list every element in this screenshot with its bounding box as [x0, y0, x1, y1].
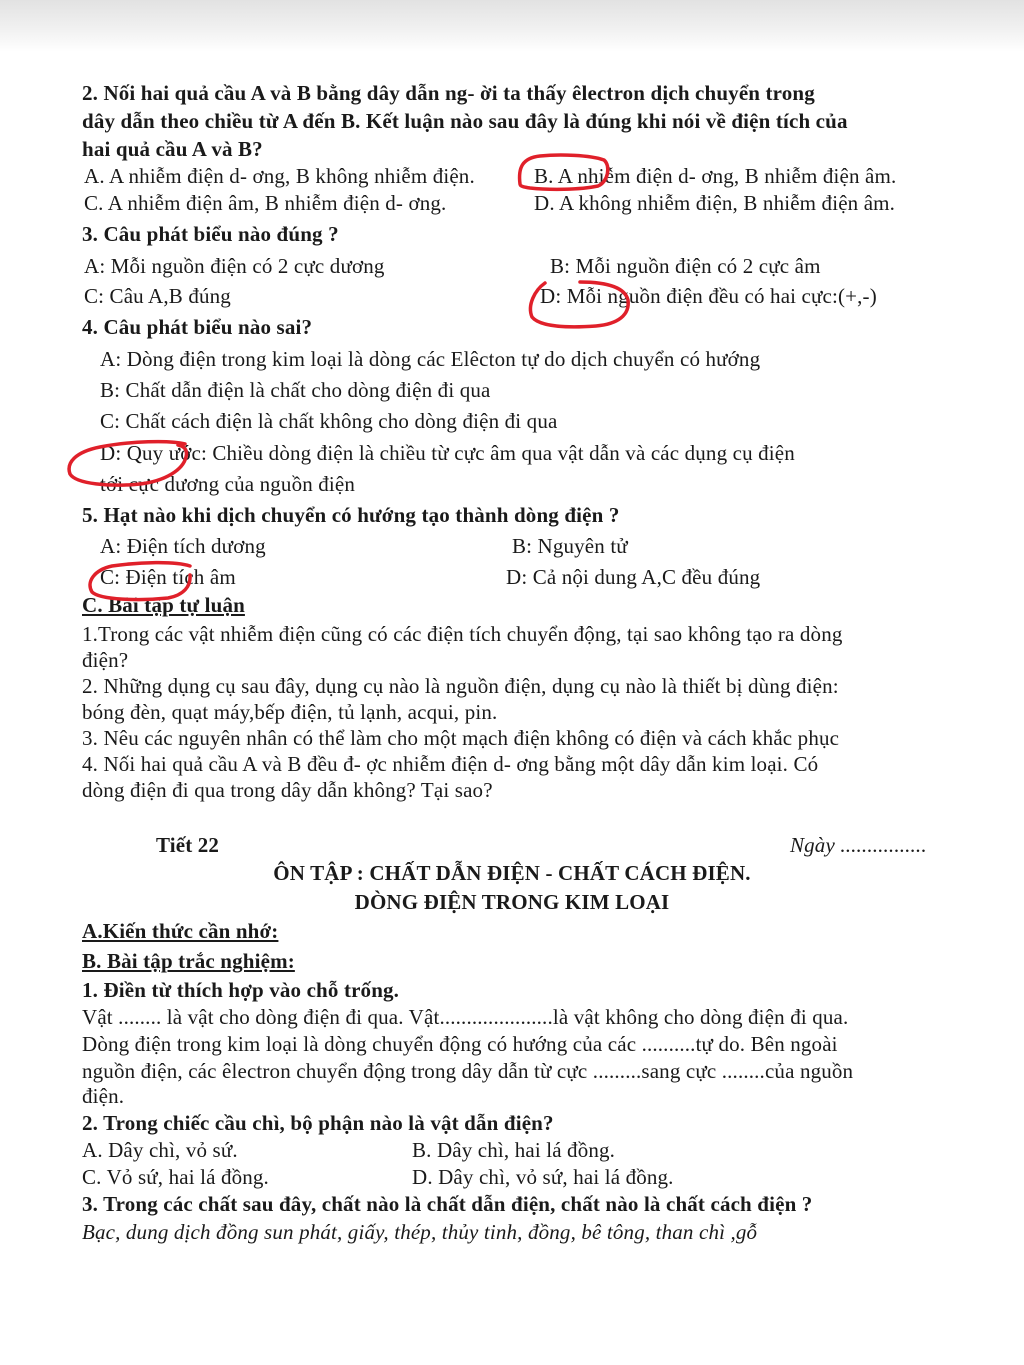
materials-question-stem: 3. Trong các chất sau đây, chất nào là chất dẫn điện, chất nào là chất cách điện ? — [82, 1192, 813, 1216]
q2-option-c: C. A nhiễm điện âm, B nhiễm điện d- ơng. — [84, 191, 447, 215]
q4-stem: 4. Câu phát biểu nào sai? — [82, 315, 313, 339]
q3-stem: 3. Câu phát biểu nào đúng ? — [82, 222, 339, 246]
essay-heading: C. Bài tập tự luận — [82, 593, 245, 617]
q5-option-c: C: Điện tích âm — [100, 565, 236, 589]
fuse-question-stem: 2. Trong chiếc cầu chì, bộ phận nào là vật dẫn điện? — [82, 1111, 554, 1135]
q5-option-b: B: Nguyên tử — [512, 534, 628, 558]
essay-line: dòng điện đi qua trong dây dẫn không? Tại sao? — [82, 778, 493, 802]
q2-option-d: D. A không nhiễm điện, B nhiễm điện âm. — [534, 191, 896, 215]
q3-option-c: C: Câu A,B đúng — [84, 284, 231, 308]
lesson-date: Ngày ................ — [790, 833, 927, 857]
section-b-heading: B. Bài tập trắc nghiệm: — [82, 949, 295, 973]
essay-line: điện? — [82, 648, 129, 672]
q2-option-b: B. A nhiễm điện d- ơng, B nhiễm điện âm. — [534, 164, 897, 188]
lesson-number: Tiết 22 — [156, 833, 220, 857]
q5-option-d: D: Cả nội dung A,C đều đúng — [506, 565, 761, 589]
essay-line: 4. Nối hai quả cầu A và B đều đ- ợc nhiễm điện d- ơng bằng một dây dẫn kim loại. Có — [82, 752, 819, 776]
lesson-title-line-1: ÔN TẬP : CHẤT DẪN ĐIỆN - CHẤT CÁCH ĐIỆN. — [273, 861, 751, 885]
fill-blank-line: Vật ........ là vật cho dòng điện đi qua. Vật.....................là vật không cho dòng điện đi qua. — [82, 1005, 849, 1029]
materials-list: Bạc, dung dịch đồng sun phát, giấy, thép, thủy tinh, đồng, bê tông, than chì ,gỗ — [82, 1220, 758, 1244]
essay-line: 1.Trong các vật nhiễm điện cũng có các điện tích chuyển động, tại sao không tạo ra dòng — [82, 622, 843, 646]
q4-option-a: A: Dòng điện trong kim loại là dòng các Elêcton tự do dịch chuyển có hướng — [100, 347, 761, 371]
q3-option-d: D: Mỗi nguồn điện đều có hai cực:(+,-) — [540, 284, 877, 308]
q5-option-a: A: Điện tích dương — [100, 534, 266, 558]
fill-blank-stem: 1. Điền từ thích hợp vào chỗ trống. — [82, 978, 400, 1002]
q3-option-a: A: Mỗi nguồn điện có 2 cực dương — [84, 254, 385, 278]
fill-blank-line: nguồn điện, các êlectron chuyển động trong dây dẫn từ cực .........sang cực ........của nguồn — [82, 1059, 854, 1083]
q4-option-d-line-2: tới cực dương của nguồn điện — [100, 472, 356, 496]
q3-option-b: B: Mỗi nguồn điện có 2 cực âm — [550, 254, 821, 278]
fuse-option-a: A. Dây chì, vỏ sứ. — [82, 1138, 238, 1162]
q2-stem-line-3: hai quả cầu A và B? — [82, 137, 263, 161]
essay-line: 3. Nêu các nguyên nhân có thể làm cho một mạch điện không có điện và cách khắc phục — [82, 726, 840, 750]
essay-line: 2. Những dụng cụ sau đây, dụng cụ nào là nguồn điện, dụng cụ nào là thiết bị dùng điện: — [82, 674, 839, 698]
fuse-option-c: C. Vỏ sứ, hai lá đồng. — [82, 1165, 269, 1189]
lesson-title-line-2: DÒNG ĐIỆN TRONG KIM LOẠI — [354, 890, 670, 914]
q4-option-d-line-1: D: Quy ước: Chiều dòng điện là chiều từ cực âm qua vật dẫn và các dụng cụ điện — [100, 441, 795, 465]
q2-stem-line-2: dây dẫn theo chiều từ A đến B. Kết luận nào sau đây là đúng khi nói về điện tích của — [82, 109, 848, 133]
q5-stem: 5. Hạt nào khi dịch chuyển có hướng tạo thành dòng điện ? — [82, 503, 620, 527]
q4-option-b: B: Chất dẫn điện là chất cho dòng điện đi qua — [100, 378, 491, 402]
q2-stem-line-1: 2. Nối hai quả cầu A và B bằng dây dẫn ng- ời ta thấy êlectron dịch chuyển trong — [82, 81, 815, 105]
essay-line: bóng đèn, quạt máy,bếp điện, tủ lạnh, acqui, pin. — [82, 700, 498, 724]
fuse-option-d: D. Dây chì, vỏ sứ, hai lá đồng. — [412, 1165, 674, 1189]
fill-blank-line: Dòng điện trong kim loại là dòng chuyển động có hướng của các ..........tự do. Bên ngoài — [82, 1032, 838, 1056]
q2-option-a: A. A nhiễm điện d- ơng, B không nhiễm điện. — [84, 164, 475, 188]
q4-option-c: C: Chất cách điện là chất không cho dòng điện đi qua — [100, 409, 558, 433]
fill-blank-line: điện. — [82, 1084, 125, 1108]
fuse-option-b: B. Dây chì, hai lá đồng. — [412, 1138, 616, 1162]
section-a-heading: A.Kiến thức cần nhớ: — [82, 919, 279, 943]
